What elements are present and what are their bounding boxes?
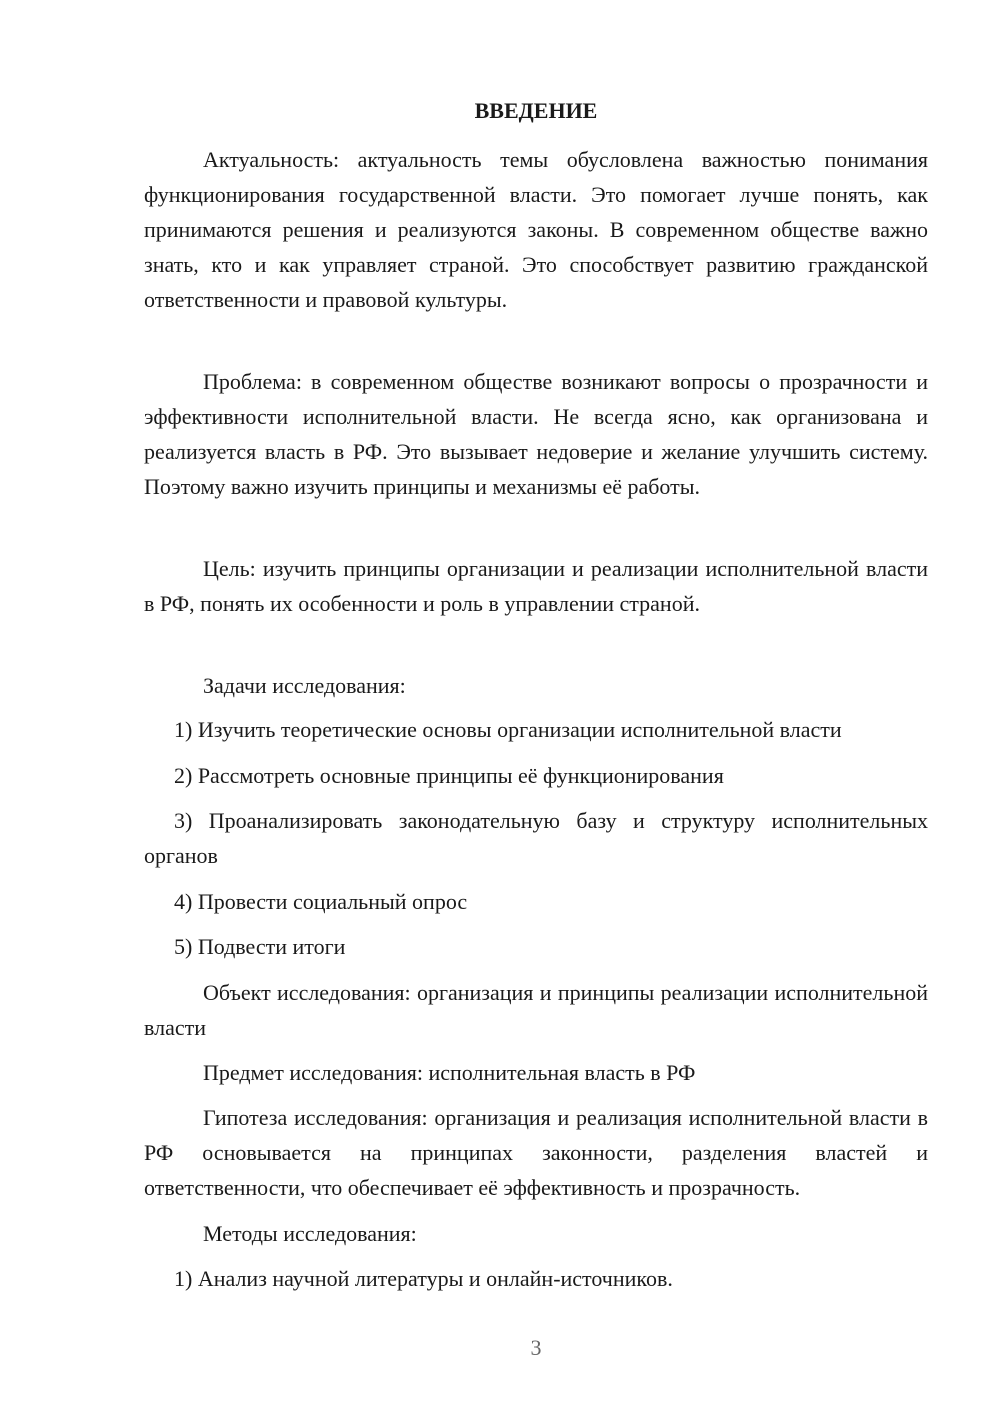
paragraph-hypothesis: Гипотеза исследования: организация и реализация исполнительной власти в РФ основывается на принципах законности, разделения властей и ответственности, что обеспечивает её эффективность и прозрачность. xyxy=(144,1105,928,1200)
list-item-task-4: 4) Провести социальный опрос xyxy=(174,889,468,914)
list-item-task-1: 1) Изучить теоретические основы организации исполнительной власти xyxy=(174,717,842,742)
section-heading: ВВЕДЕНИЕ xyxy=(474,98,598,123)
list-item-task-3: 3) Проанализировать законодательную базу и структуру исполнительных органов xyxy=(144,808,928,868)
paragraph-subject: Предмет исследования: исполнительная власть в РФ xyxy=(203,1060,696,1085)
paragraph-problem: Проблема: в современном обществе возникают вопросы о прозрачности и эффективности исполнительной власти. Не всегда ясно, как организована и реализуется власть в РФ. Это вызывает недоверие и желание улучшить систему. Поэтому важно изучить принципы и механизмы её работы. xyxy=(144,369,928,499)
list-item-method-1: 1) Анализ научной литературы и онлайн-источников. xyxy=(174,1266,673,1291)
paragraph-object: Объект исследования: организация и принципы реализации исполнительной власти xyxy=(144,980,928,1040)
paragraph-methods-title: Методы исследования: xyxy=(203,1221,417,1246)
paragraph-tasks-title: Задачи исследования: xyxy=(203,673,406,698)
list-item-task-2: 2) Рассмотреть основные принципы её функционирования xyxy=(174,763,724,788)
paragraph-relevance: Актуальность: актуальность темы обусловлена важностью понимания функционирования государственной власти. Это помогает лучше понять, как принимаются решения и реализуются законы. В современном обществе важно знать, кто и как управляет страной. Это способствует развитию гражданской ответственности и правовой культуры. xyxy=(144,147,928,312)
list-item-task-5: 5) Подвести итоги xyxy=(174,934,346,959)
page-number: 3 xyxy=(530,1335,542,1360)
paragraph-goal: Цель: изучить принципы организации и реализации исполнительной власти в РФ, понять их особенности и роль в управлении страной. xyxy=(144,556,928,616)
